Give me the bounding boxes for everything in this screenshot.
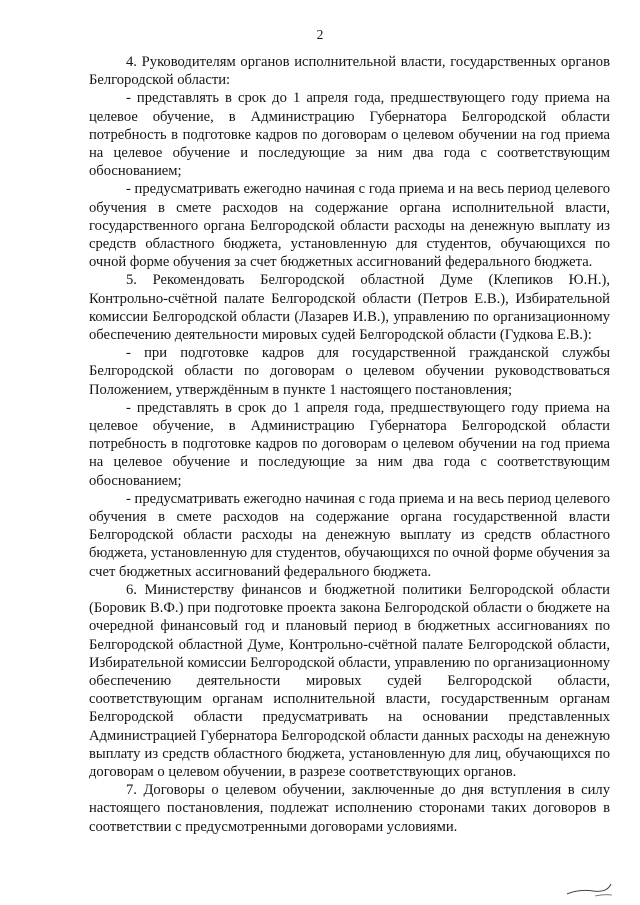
- paragraph-item-5-bullet-2: - представлять в срок до 1 апреля года, предшествующего году приема на целевое обучение, в Администрацию Губернатора Белгородской области потребность в подготовке кадров по договорам о целевом обучении на год приема на целевое обучение и последующие за ним два года с соответствующим обоснованием;: [89, 399, 610, 489]
- paragraph-item-5: 5. Рекомендовать Белгородской областной Думе (Клепиков Ю.Н.), Контрольно-счётной палате Белгородской области (Петров Е.В.), Избирательной комиссии Белгородской области (Лазарев И.В.), управлению по организационному обеспечению деятельности мировых судей Белгородской области (Гудкова Е.В.):: [89, 272, 610, 344]
- paragraph-item-5-bullet-1: - при подготовке кадров для государственной гражданской службы Белгородской области по договорам о целевом обучении руководствоваться Положением, утверждённым в пункте 1 настоящего постановления;: [89, 345, 610, 398]
- paragraph-item-5-bullet-3: - предусматривать ежегодно начиная с года приема и на весь период целевого обучения в смете расходов на содержание органа государственной власти Белгородской области расходы на денежную выплату из средств областного бюджета, установленную для студентов, обучающихся по очной форме обучения за счет бюджетных ассигнований федерального бюджета.: [89, 490, 610, 580]
- paragraph-item-7: 7. Договоры о целевом обучении, заключенные до дня вступления в силу настоящего постановления, подлежат исполнению сторонами таких договоров в соответствии с предусмотренными договорами условиями.: [89, 782, 610, 835]
- document-body: [89, 53, 610, 836]
- page-number: 2: [316, 27, 324, 42]
- paragraph-item-4: 4. Руководителям органов исполнительной власти, государственных органов Белгородской области:: [89, 54, 610, 89]
- paragraph-item-4-bullet-1: - представлять в срок до 1 апреля года, предшествующего году приема на целевое обучение, в Администрацию Губернатора Белгородской области потребность в подготовке кадров по договорам о целевом обучении на год приема на целевое обучение и последующие за ним два года с соответствующим обоснованием;: [89, 90, 610, 180]
- handwritten-mark: [565, 870, 615, 900]
- paragraph-item-6: 6. Министерству финансов и бюджетной политики Белгородской области (Боровик В.Ф.) при подготовке проекта закона Белгородской области о бюджете на очередной финансовый год и плановый период в бюджетных ассигнованиях по Белгородской областной Думе, Контрольно-счётной палате Белгородской области, Избирательной комиссии Белгородской области, управлению по организационному обеспечению деятельности мировых судей Белгородской области, соответствующим органам исполнительной власти, государственным органам Белгородской области предусматривать на основании представленных Администрацией Губернатора Белгородской области данных расходы на денежную выплату из средств областного бюджета, установленную для лиц, обучающихся по договорам о целевом обучении, в разрезе соответствующих органов.: [89, 581, 610, 780]
- paragraph-item-4-bullet-2: - предусматривать ежегодно начиная с года приема и на весь период целевого обучения в смете расходов на содержание органа исполнительной власти, государственного органа Белгородской области расходы на денежную выплату из средств областного бюджета, установленную для студентов, обучающихся по очной форме обучения за счет бюджетных ассигнований федерального бюджета.: [89, 181, 610, 271]
